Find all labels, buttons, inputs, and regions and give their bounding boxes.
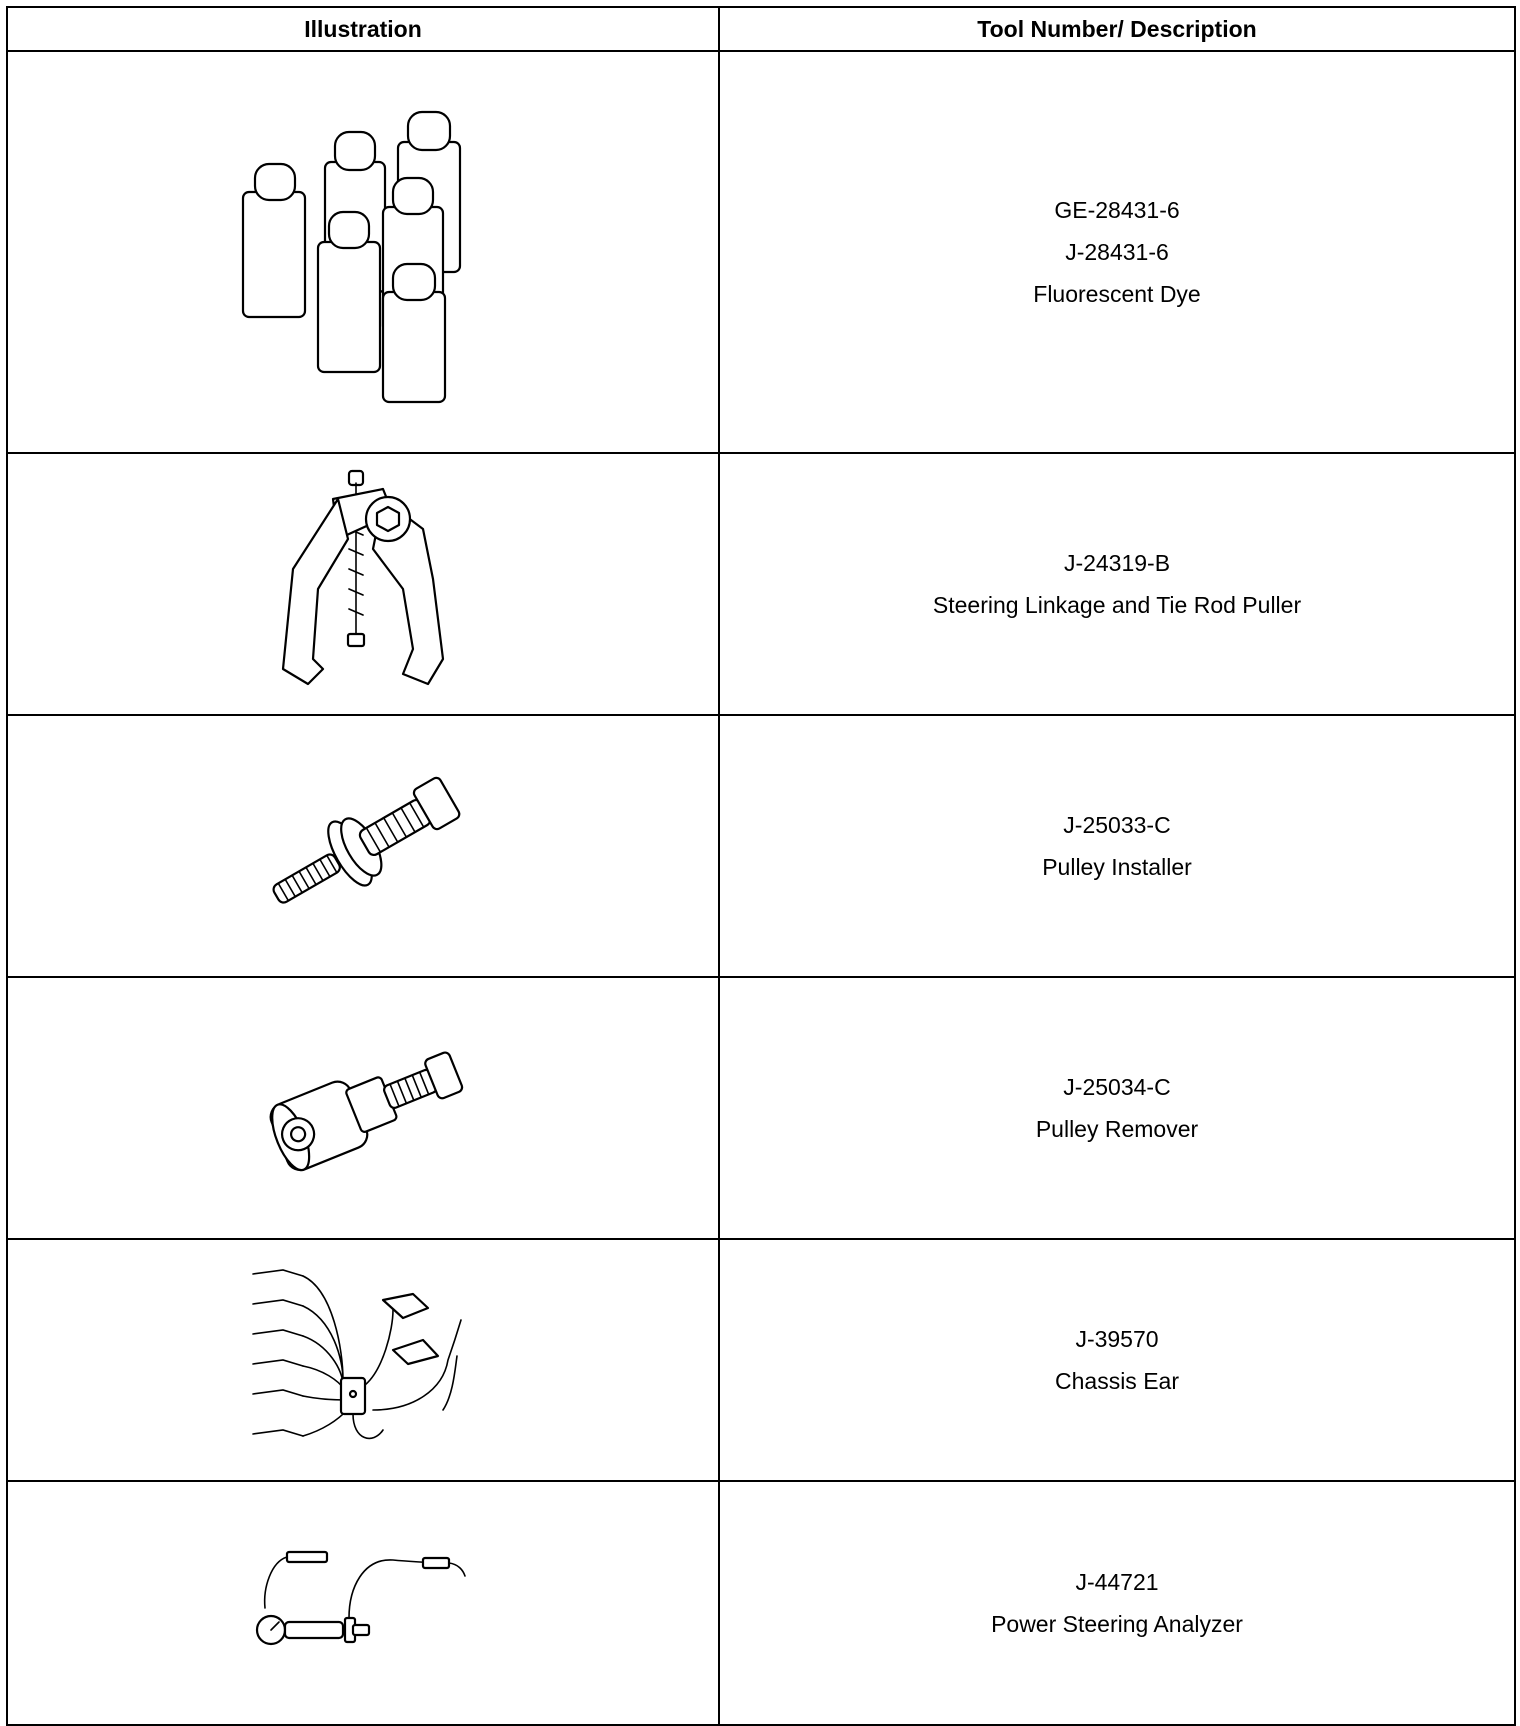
special-tools-table bbox=[6, 6, 1516, 1726]
tool-description: Pulley Remover bbox=[1035, 1116, 1199, 1142]
illustration-cell bbox=[7, 453, 719, 715]
description-cell bbox=[719, 977, 1515, 1239]
description-cell bbox=[719, 1481, 1515, 1725]
tool-number-j: J-39570 bbox=[1075, 1326, 1159, 1352]
tool-number-j: J-24319-B bbox=[1063, 550, 1171, 576]
description-cell bbox=[719, 1239, 1515, 1481]
table-row bbox=[7, 453, 1515, 715]
tool-number-j: J-25033-C bbox=[1063, 812, 1171, 838]
tool-description: Fluorescent Dye bbox=[1033, 281, 1201, 307]
illustration-cell bbox=[7, 51, 719, 453]
chassis-ear-icon bbox=[243, 1260, 483, 1460]
dye-bottles-icon bbox=[233, 92, 493, 412]
description-cell bbox=[719, 51, 1515, 453]
power-steering-analyzer-icon bbox=[253, 1548, 473, 1658]
tie-rod-puller-icon bbox=[263, 469, 463, 699]
illustration-cell bbox=[7, 1481, 719, 1725]
tool-description: Chassis Ear bbox=[1055, 1368, 1179, 1394]
header-illustration: Illustration bbox=[7, 7, 719, 51]
table-row bbox=[7, 1481, 1515, 1725]
tool-description: Power Steering Analyzer bbox=[991, 1611, 1243, 1637]
table-header-row bbox=[7, 7, 1515, 51]
description-cell bbox=[719, 715, 1515, 977]
description-cell bbox=[719, 453, 1515, 715]
pulley-remover-icon bbox=[253, 1033, 473, 1183]
tool-description: Pulley Installer bbox=[1042, 854, 1192, 880]
pulley-installer-icon bbox=[253, 771, 473, 921]
illustration-cell bbox=[7, 1239, 719, 1481]
tool-number-j: J-28431-6 bbox=[1065, 239, 1169, 265]
header-tool-description: Tool Number/ Description bbox=[719, 7, 1515, 51]
table-row bbox=[7, 715, 1515, 977]
tool-number-ge: GE-28431-6 bbox=[1054, 197, 1180, 223]
tool-number-j: J-25034-C bbox=[1063, 1074, 1171, 1100]
illustration-cell bbox=[7, 715, 719, 977]
illustration-cell bbox=[7, 977, 719, 1239]
tool-number-j: J-44721 bbox=[1075, 1569, 1159, 1595]
table-row bbox=[7, 51, 1515, 453]
table-row bbox=[7, 977, 1515, 1239]
table-row bbox=[7, 1239, 1515, 1481]
tool-description: Steering Linkage and Tie Rod Puller bbox=[932, 592, 1302, 618]
